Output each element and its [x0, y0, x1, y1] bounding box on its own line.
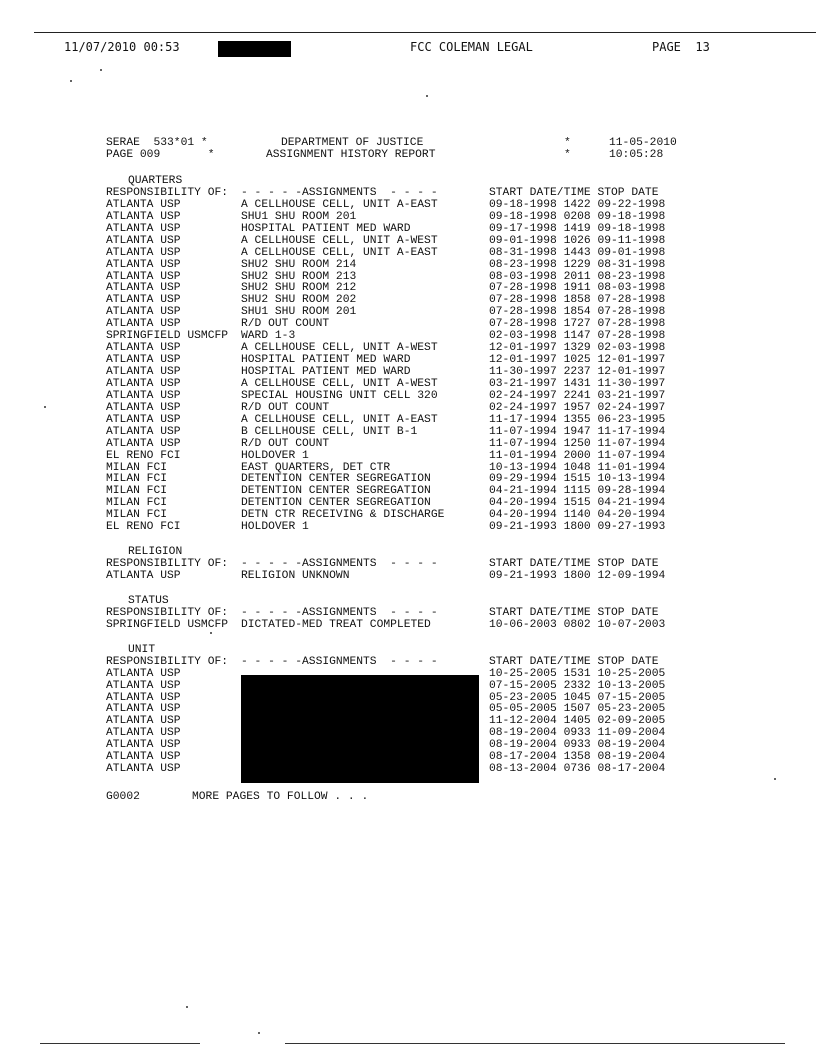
- assignment-cell: SHU1 SHU ROOM 201: [241, 306, 357, 319]
- dates-header: START DATE/TIME STOP DATE: [489, 606, 659, 619]
- assignment-cell: DETENTION CENTER SEGREGATION: [241, 497, 431, 510]
- responsibility-cell: ATLANTA USP: [106, 425, 181, 438]
- table-row: [106, 236, 706, 248]
- dates-cell: 10-13-1994 1048 11-01-1994: [489, 461, 666, 474]
- responsibility-cell: SPRINGFIELD USMCFP: [106, 618, 229, 631]
- scan-speck: [100, 69, 102, 71]
- assignment-cell: SHU2 SHU ROOM 214: [241, 258, 357, 271]
- assignment-cell: WARD 1-3: [241, 330, 296, 343]
- table-row: [106, 451, 706, 463]
- report-date: 11-05-2010: [609, 137, 677, 149]
- responsibility-cell: ATLANTA USP: [106, 210, 181, 223]
- dates-cell: 09-29-1994 1515 10-13-1994: [489, 473, 666, 486]
- dates-cell: 09-18-1998 0208 09-18-1998: [489, 210, 666, 223]
- scan-speck: [774, 778, 776, 780]
- dates-cell: 07-28-1998 1858 07-28-1998: [489, 294, 666, 307]
- dates-cell: 08-19-2004 0933 11-09-2004: [489, 727, 666, 740]
- responsibility-cell: ATLANTA USP: [106, 703, 181, 716]
- assignment-cell: A CELLHOUSE CELL, UNIT A-EAST: [241, 413, 438, 426]
- assignment-cell: R/D OUT COUNT: [241, 318, 330, 331]
- responsibility-header: RESPONSIBILITY OF:: [106, 606, 229, 619]
- dates-cell: 07-28-1998 1854 07-28-1998: [489, 306, 666, 319]
- scan-edge-line: [40, 1043, 200, 1044]
- dates-cell: 02-03-1998 1147 07-28-1998: [489, 330, 666, 343]
- assignments-header: - - - - -ASSIGNMENTS - - - -: [241, 186, 438, 199]
- dates-cell: 12-01-1997 1025 12-01-1997: [489, 354, 666, 367]
- report-inmate-id: SERAE 533*01 *: [106, 137, 208, 149]
- dates-cell: 09-01-1998 1026 09-11-1998: [489, 234, 666, 247]
- responsibility-cell: ATLANTA USP: [106, 437, 181, 450]
- responsibility-cell: MILAN FCI: [106, 473, 168, 486]
- scan-speck: [258, 1032, 260, 1034]
- report-title: ASSIGNMENT HISTORY REPORT: [266, 149, 436, 161]
- responsibility-cell: ATLANTA USP: [106, 354, 181, 367]
- dates-cell: 09-21-1993 1800 09-27-1993: [489, 521, 666, 534]
- responsibility-header: RESPONSIBILITY OF:: [106, 655, 229, 668]
- responsibility-cell: MILAN FCI: [106, 497, 168, 510]
- fax-page-number: PAGE 13: [652, 40, 710, 54]
- table-row: [106, 403, 706, 415]
- assignment-cell: A CELLHOUSE CELL, UNIT A-WEST: [241, 234, 438, 247]
- dates-cell: 11-30-1997 2237 12-01-1997: [489, 366, 666, 378]
- section-religion: [106, 547, 706, 583]
- table-row: [106, 620, 706, 632]
- table-row: [106, 212, 706, 224]
- responsibility-cell: ATLANTA USP: [106, 270, 181, 283]
- dates-cell: 07-28-1998 1727 07-28-1998: [489, 318, 666, 331]
- responsibility-cell: ATLANTA USP: [106, 763, 181, 776]
- report-star: *: [564, 149, 571, 161]
- report-time: 10:05:28: [609, 149, 664, 161]
- footer-code: G0002: [106, 791, 140, 803]
- assignment-cell: HOSPITAL PATIENT MED WARD: [241, 354, 411, 367]
- responsibility-cell: ATLANTA USP: [106, 691, 181, 704]
- scan-speck: [70, 80, 72, 82]
- scan-speck: [426, 95, 428, 97]
- dates-cell: 05-23-2005 1045 07-15-2005: [489, 691, 666, 704]
- dates-header: START DATE/TIME STOP DATE: [489, 186, 659, 199]
- assignment-cell: SHU1 SHU ROOM 201: [241, 210, 357, 223]
- dates-cell: 11-01-1994 2000 11-07-1994: [489, 449, 666, 462]
- assignment-cell: SHU2 SHU ROOM 213: [241, 270, 357, 283]
- assignments-header: - - - - -ASSIGNMENTS - - - -: [241, 558, 438, 571]
- dates-header: START DATE/TIME STOP DATE: [489, 558, 659, 571]
- responsibility-cell: ATLANTA USP: [106, 234, 181, 247]
- scan-speck: [186, 1006, 188, 1008]
- dates-cell: 09-17-1998 1419 09-18-1998: [489, 222, 666, 235]
- fax-sender: FCC COLEMAN LEGAL: [410, 40, 533, 54]
- assignment-cell: HOSPITAL PATIENT MED WARD: [241, 366, 411, 378]
- dates-cell: 08-03-1998 2011 08-23-1998: [489, 270, 666, 283]
- responsibility-cell: ATLANTA USP: [106, 198, 181, 211]
- assignment-cell: R/D OUT COUNT: [241, 401, 330, 414]
- responsibility-cell: ATLANTA USP: [106, 739, 181, 752]
- responsibility-cell: MILAN FCI: [106, 461, 168, 474]
- assignment-cell: EAST QUARTERS, DET CTR: [241, 461, 391, 474]
- responsibility-cell: ATLANTA USP: [106, 306, 181, 319]
- assignment-cell: HOLDOVER 1: [241, 449, 309, 462]
- table-row: [106, 260, 706, 272]
- scan-speck: [44, 406, 46, 408]
- dates-cell: 07-15-2005 2332 10-13-2005: [489, 679, 666, 692]
- assignment-cell: DICTATED-MED TREAT COMPLETED: [241, 618, 431, 631]
- dates-cell: 09-18-1998 1422 09-22-1998: [489, 198, 666, 211]
- responsibility-cell: ATLANTA USP: [106, 570, 181, 582]
- dates-cell: 11-12-2004 1405 02-09-2005: [489, 715, 666, 728]
- dates-cell: 11-07-1994 1947 11-17-1994: [489, 425, 666, 438]
- responsibility-cell: MILAN FCI: [106, 485, 168, 498]
- responsibility-cell: ATLANTA USP: [106, 222, 181, 235]
- dates-cell: 10-06-2003 0802 10-07-2003: [489, 618, 666, 631]
- responsibility-cell: ATLANTA USP: [106, 294, 181, 307]
- assignment-cell: A CELLHOUSE CELL, UNIT A-EAST: [241, 246, 438, 259]
- responsibility-cell: ATLANTA USP: [106, 342, 181, 355]
- section-category-label: RELIGION: [128, 546, 183, 559]
- dates-cell: 04-20-1994 1140 04-20-1994: [489, 509, 666, 522]
- scan-edge-line: [285, 1043, 785, 1044]
- dates-cell: 09-21-1993 1800 12-09-1994: [489, 570, 666, 582]
- dates-cell: 08-17-2004 1358 08-19-2004: [489, 751, 666, 764]
- responsibility-cell: ATLANTA USP: [106, 401, 181, 414]
- assignment-cell: SPECIAL HOUSING UNIT CELL 320: [241, 389, 438, 402]
- dates-header: START DATE/TIME STOP DATE: [489, 655, 659, 668]
- assignment-cell: HOLDOVER 1: [241, 521, 309, 534]
- section-status: [106, 596, 706, 632]
- assignment-cell: A CELLHOUSE CELL, UNIT A-EAST: [241, 198, 438, 211]
- section-category-label: STATUS: [128, 594, 169, 607]
- table-row: [106, 224, 706, 236]
- table-row: [106, 522, 706, 534]
- table-row: [106, 427, 706, 439]
- dates-cell: 07-28-1998 1911 08-03-1998: [489, 282, 666, 295]
- unit-assignments-redaction: [241, 675, 479, 783]
- responsibility-cell: ATLANTA USP: [106, 679, 181, 692]
- dates-cell: 12-01-1997 1329 02-03-1998: [489, 342, 666, 355]
- table-row: [106, 248, 706, 260]
- report-star: *: [564, 137, 571, 149]
- responsibility-cell: ATLANTA USP: [106, 318, 181, 331]
- assignments-header: - - - - -ASSIGNMENTS - - - -: [241, 655, 438, 668]
- responsibility-cell: EL RENO FCI: [106, 449, 181, 462]
- section-category-label: UNIT: [128, 643, 156, 656]
- dates-cell: 02-24-1997 2241 03-21-1997: [489, 389, 666, 402]
- assignment-cell: A CELLHOUSE CELL, UNIT A-WEST: [241, 377, 438, 390]
- assignment-cell: A CELLHOUSE CELL, UNIT A-WEST: [241, 342, 438, 355]
- responsibility-cell: ATLANTA USP: [106, 258, 181, 271]
- responsibility-cell: SPRINGFIELD USMCFP: [106, 330, 229, 343]
- responsibility-cell: ATLANTA USP: [106, 727, 181, 740]
- assignment-cell: RELIGION UNKNOWN: [241, 570, 350, 582]
- responsibility-cell: ATLANTA USP: [106, 715, 181, 728]
- responsibility-cell: EL RENO FCI: [106, 521, 181, 534]
- responsibility-cell: ATLANTA USP: [106, 751, 181, 764]
- section-category-label: QUARTERS: [128, 175, 183, 187]
- table-row: [106, 571, 706, 583]
- responsibility-header: RESPONSIBILITY OF:: [106, 558, 229, 571]
- assignment-cell: SHU2 SHU ROOM 202: [241, 294, 357, 307]
- fax-redaction-block: [218, 41, 291, 57]
- dates-cell: 08-19-2004 0933 08-19-2004: [489, 739, 666, 752]
- assignment-cell: R/D OUT COUNT: [241, 437, 330, 450]
- responsibility-header: RESPONSIBILITY OF:: [106, 186, 229, 199]
- responsibility-cell: ATLANTA USP: [106, 282, 181, 295]
- assignment-cell: B CELLHOUSE CELL, UNIT B-1: [241, 425, 418, 438]
- assignment-cell: SHU2 SHU ROOM 212: [241, 282, 357, 295]
- responsibility-cell: ATLANTA USP: [106, 246, 181, 259]
- dates-cell: 11-07-1994 1250 11-07-1994: [489, 437, 666, 450]
- assignment-cell: HOSPITAL PATIENT MED WARD: [241, 222, 411, 235]
- dates-cell: 04-20-1994 1515 04-21-1994: [489, 497, 666, 510]
- responsibility-cell: ATLANTA USP: [106, 667, 181, 680]
- report-department: DEPARTMENT OF JUSTICE: [281, 137, 424, 149]
- dates-cell: 10-25-2005 1531 10-25-2005: [489, 667, 666, 680]
- table-row: [106, 415, 706, 427]
- dates-cell: 08-31-1998 1443 09-01-1998: [489, 246, 666, 259]
- responsibility-cell: ATLANTA USP: [106, 389, 181, 402]
- dates-cell: 03-21-1997 1431 11-30-1997: [489, 377, 666, 390]
- responsibility-cell: MILAN FCI: [106, 509, 168, 522]
- dates-cell: 11-17-1994 1355 06-23-1995: [489, 413, 666, 426]
- assignment-cell: DETENTION CENTER SEGREGATION: [241, 485, 431, 498]
- fax-datetime: 11/07/2010 00:53: [64, 40, 180, 54]
- fax-top-rule: [34, 32, 816, 33]
- responsibility-cell: ATLANTA USP: [106, 366, 181, 378]
- table-row: [106, 439, 706, 451]
- responsibility-cell: ATLANTA USP: [106, 413, 181, 426]
- dates-cell: 08-13-2004 0736 08-17-2004: [489, 763, 666, 776]
- responsibility-cell: ATLANTA USP: [106, 377, 181, 390]
- assignment-cell: DETENTION CENTER SEGREGATION: [241, 473, 431, 486]
- section-quarters: [106, 176, 706, 534]
- assignment-cell: DETN CTR RECEIVING & DISCHARGE: [241, 509, 445, 522]
- assignments-header: - - - - -ASSIGNMENTS - - - -: [241, 606, 438, 619]
- dates-cell: 05-05-2005 1507 05-23-2005: [489, 703, 666, 716]
- dates-cell: 02-24-1997 1957 02-24-1997: [489, 401, 666, 414]
- dates-cell: 08-23-1998 1229 08-31-1998: [489, 258, 666, 271]
- report-page-number: PAGE 009 *: [106, 149, 215, 161]
- dates-cell: 04-21-1994 1115 09-28-1994: [489, 485, 666, 498]
- footer-more-pages: MORE PAGES TO FOLLOW . . .: [192, 791, 369, 803]
